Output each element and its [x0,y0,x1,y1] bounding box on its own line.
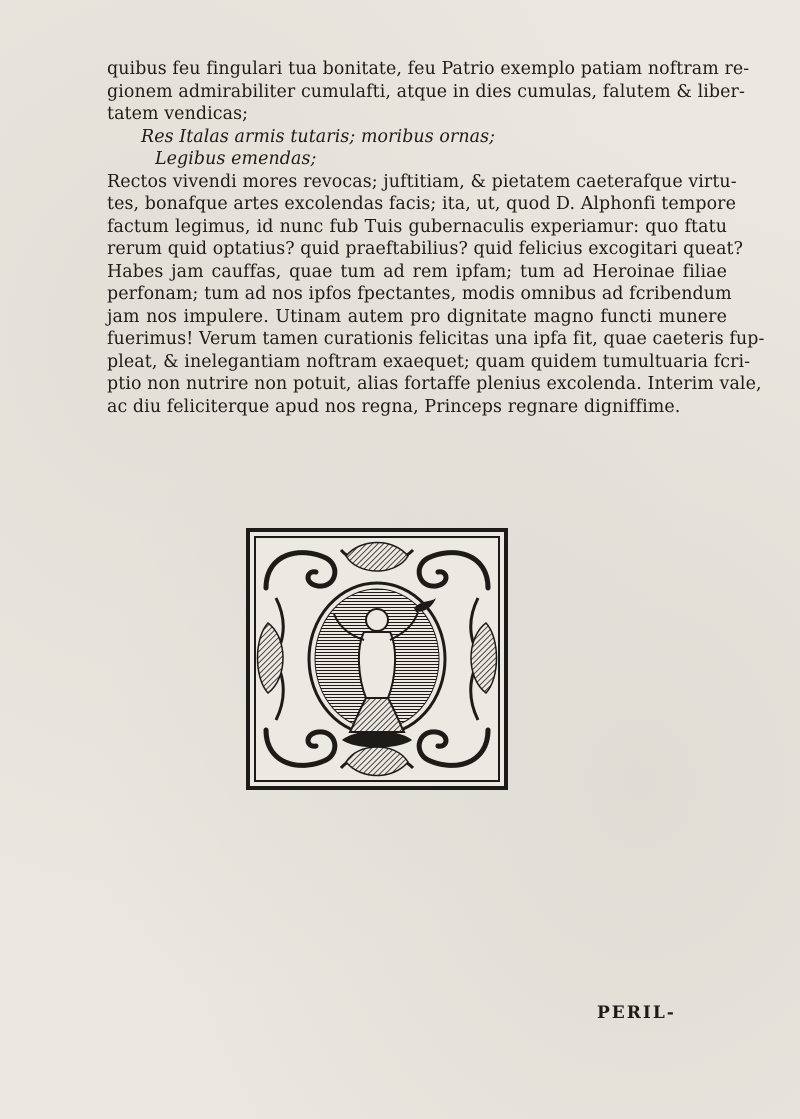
woodcut-ornament [246,528,508,790]
text-line: perfonam; tum ad nos ipfos fpectantes, modis omnibus ad fcribendum [107,284,732,304]
text-line: quibus feu fingulari tua bonitate, feu Patrio exemplo patiam noftram re- [107,59,750,79]
text-line: tatem vendicas; [107,104,249,124]
text-line: ptio non nutrire non potuit, alias fortaffe plenius excolenda. Interim vale, [107,374,762,394]
dedication-text [107,58,765,418]
verse-line: Res Italas armis tutaris; moribus ornas; [141,126,496,147]
text-line: jam nos impulere. Utinam autem pro dignitate magno functi munere [107,306,727,327]
text-line: fuerimus! Verum tamen curationis felicitas una ipfa fit, quae caeteris fup- [107,329,765,349]
text-line: Habes jam cauffas, quae tum ad rem ipfam; tum ad Heroinae filiae [107,261,727,282]
verse-line: Legibus emendas; [155,149,317,169]
text-line: tes, bonafque artes excolendas facis; ita, ut, quod D. Alphonfi tempore [107,194,736,214]
text-line: Rectos vivendi mores revocas; juftitiam, & pietatem caeterafque virtu- [107,171,737,192]
text-line: rerum quid optatius? quid praeftabilius? quid felicius excogitari queat? [107,239,744,259]
text-line: pleat, & inelegantiam noftram exaequet; quam quidem tumultuaria fcri- [107,351,751,372]
text-line: gionem admirabiliter cumulafti, atque in dies cumulas, falutem & liber- [107,81,745,102]
catchword: PERIL- [597,1003,676,1023]
text-line: ac diu feliciterque apud nos regna, Princeps regnare digniffime. [107,396,681,417]
text-line: factum legimus, id nunc fub Tuis gubernaculis experiamur: quo ftatu [107,216,727,237]
